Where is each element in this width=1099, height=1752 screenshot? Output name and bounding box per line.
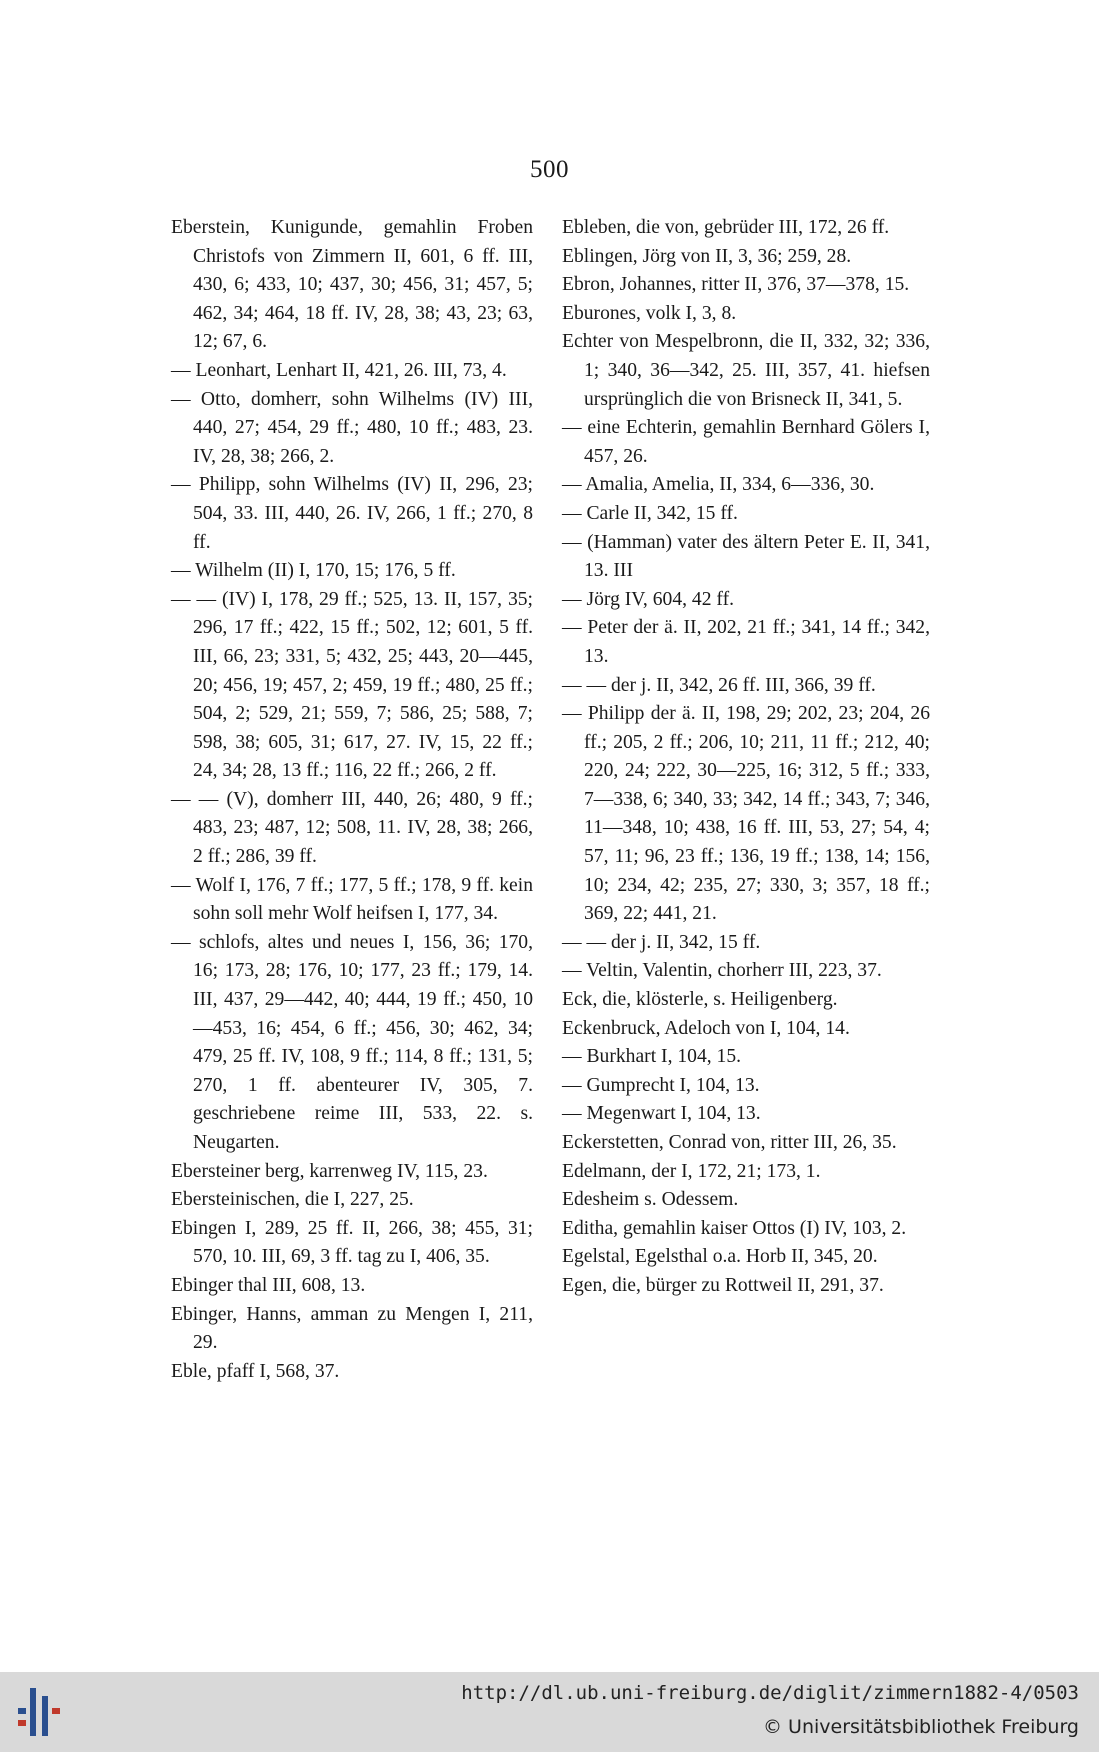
index-entry: Egen, die, bürger zu Rottweil II, 291, 37.: [562, 1274, 884, 1296]
index-entry: Ebleben, die von, gebrüder III, 172, 26 ff.: [562, 217, 890, 238]
index-entry: Eckenbruck, Adeloch von I, 104, 14.: [562, 1017, 850, 1039]
index-entry: — Wolf I, 176, 7 ff.; 177, 5 ff.; 178, 9 ff. kein sohn soll mehr Wolf heifsen I, 177, 34.: [171, 874, 533, 925]
source-url-link[interactable]: http://dl.ub.uni-freiburg.de/diglit/zimmern1882-4/0503: [461, 1682, 1079, 1704]
index-entry: Ebingen I, 289, 25 ff. II, 266, 38; 455, 31; 570, 10. III, 69, 3 ff. tag zu I, 406, 35.: [171, 1217, 533, 1268]
index-entry: Editha, gemahlin kaiser Ottos (I) IV, 103, 2.: [562, 1217, 907, 1239]
index-entry: — Leonhart, Lenhart II, 421, 26. III, 73, 4.: [171, 359, 507, 381]
index-entry: — Wilhelm (II) I, 170, 15; 176, 5 ff.: [171, 560, 456, 582]
index-entry: — (Hamman) vater des ältern Peter E. II, 341, 13. III: [562, 531, 930, 582]
index-entry: Ebinger, Hanns, amman zu Mengen I, 211, 29.: [171, 1303, 533, 1354]
index-entry: Edelmann, der I, 172, 21; 173, 1.: [562, 1160, 821, 1182]
index-entry: — Otto, domherr, sohn Wilhelms (IV) III, 440, 27; 454, 29 ff.; 480, 10 ff.; 483, 23. IV, 28, 38; 266, 2.: [171, 388, 533, 467]
index-entry: Egelstal, Egelsthal o.a. Horb II, 345, 20.: [562, 1246, 878, 1268]
index-entry: — Gumprecht I, 104, 13.: [562, 1074, 760, 1096]
index-entry: — Philipp der ä. II, 198, 29; 202, 23; 204, 26 ff.; 205, 2 ff.; 206, 10; 211, 11 ff.; 212, 40; 220, 24; 222, 30—225, 16; 312, 5 ff.; 333, 7—338, 6; 340, 33; 342, 14 ff.; 343, 7; 346, 11—348, 10; 438, 16 ff. III, 53, 27; 54, 4; 57, 11; 96, 23 ff.; 136, 19 ff.; 138, 14; 156, 10; 234, 42; 235, 27; 330, 3; 357, 18 ff.; 369, 22; 441, 21.: [562, 703, 930, 925]
index-entry: — eine Echterin, gemahlin Bernhard Gölers I, 457, 26.: [562, 417, 930, 467]
index-entry: Ebersteiner berg, karrenweg IV, 115, 23.: [171, 1160, 488, 1182]
index-entry: Ebersteinischen, die I, 227, 25.: [171, 1189, 414, 1211]
index-entry: Eckerstetten, Conrad von, ritter III, 26, 35.: [562, 1132, 897, 1153]
index-column-left: [171, 214, 533, 1386]
index-entry: — schlofs, altes und neues I, 156, 36; 170, 16; 173, 28; 176, 10; 177, 23 ff.; 179, 14. III, 437, 29—442, 40; 444, 19 ff.; 450, 10—453, 16; 454, 6 ff.; 456, 30; 462, 34; 479, 25 ff. IV, 108, 9 ff.; 114, 8 ff.; 131, 5; 270, 1 ff. abenteurer IV, 305, 7. geschriebene reime III, 533, 22. s. Neugarten.: [171, 931, 533, 1153]
index-entry: — Amalia, Amelia, II, 334, 6—336, 30.: [562, 474, 875, 496]
index-entry: Eck, die, klösterle, s. Heiligenberg.: [562, 989, 838, 1011]
index-column-right: [562, 214, 930, 1301]
index-entry: — — (V), domherr III, 440, 26; 480, 9 ff.; 483, 23; 487, 12; 508, 11. IV, 28, 38; 266, 2 ff.; 286, 39 ff.: [171, 788, 533, 868]
index-entry: Echter von Mespelbronn, die II, 332, 32; 336, 1; 340, 36—342, 25. III, 357, 41. hiefsen ursprünglich die von Brisneck II, 341, 5.: [562, 331, 930, 410]
index-entry: Ebinger thal III, 608, 13.: [171, 1274, 366, 1296]
index-entry: — Jörg IV, 604, 42 ff.: [562, 588, 734, 610]
index-entry: Edesheim s. Odessem.: [562, 1189, 739, 1211]
viewer-footer: [0, 1672, 1099, 1752]
index-entry: — Carle II, 342, 15 ff.: [562, 502, 738, 524]
index-entry: Eburones, volk I, 3, 8.: [562, 302, 737, 324]
index-entry: — Megenwart I, 104, 13.: [562, 1103, 761, 1125]
page-number: 500: [530, 156, 569, 183]
index-entry: Eberstein, Kunigunde, gemahlin Froben Christofs von Zimmern II, 601, 6 ff. III, 430, 6; 433, 10; 437, 30; 456, 31; 457, 5; 462, 34; 464, 18 ff. IV, 28, 38; 43, 23; 63, 12; 67, 6.: [171, 217, 533, 353]
copyright-text: © Universitätsbibliothek Freiburg: [763, 1716, 1079, 1738]
index-entry: Ebron, Johannes, ritter II, 376, 37—378, 15.: [562, 274, 910, 296]
index-entry: — Philipp, sohn Wilhelms (IV) II, 296, 23; 504, 33. III, 440, 26. IV, 266, 1 ff.; 270, 8 ff.: [171, 474, 533, 553]
index-entry: Eble, pfaff I, 568, 37.: [171, 1360, 340, 1382]
index-entry: — Peter der ä. II, 202, 21 ff.; 341, 14 ff.; 342, 13.: [562, 617, 930, 667]
library-logo-icon: [12, 1682, 72, 1742]
index-entry: — Burkhart I, 104, 15.: [562, 1046, 742, 1068]
index-entry: Eblingen, Jörg von II, 3, 36; 259, 28.: [562, 245, 852, 267]
index-entry: — — der j. II, 342, 15 ff.: [562, 931, 761, 953]
index-entry: — Veltin, Valentin, chorherr III, 223, 37.: [562, 960, 882, 982]
index-entry: — — der j. II, 342, 26 ff. III, 366, 39 ff.: [562, 674, 876, 696]
index-entry: — — (IV) I, 178, 29 ff.; 525, 13. II, 157, 35; 296, 17 ff.; 422, 15 ff.; 502, 12; 601, 5 ff. III, 66, 23; 331, 5; 432, 25; 443, 20—445, 20; 456, 19; 457, 2; 459, 19 ff.; 480, 25 ff.; 504, 2; 529, 21; 559, 7; 586, 25; 588, 7; 598, 38; 605, 31; 617, 27. IV, 15, 22 ff.; 24, 34; 28, 13 ff.; 116, 22 ff.; 266, 2 ff.: [171, 588, 533, 782]
